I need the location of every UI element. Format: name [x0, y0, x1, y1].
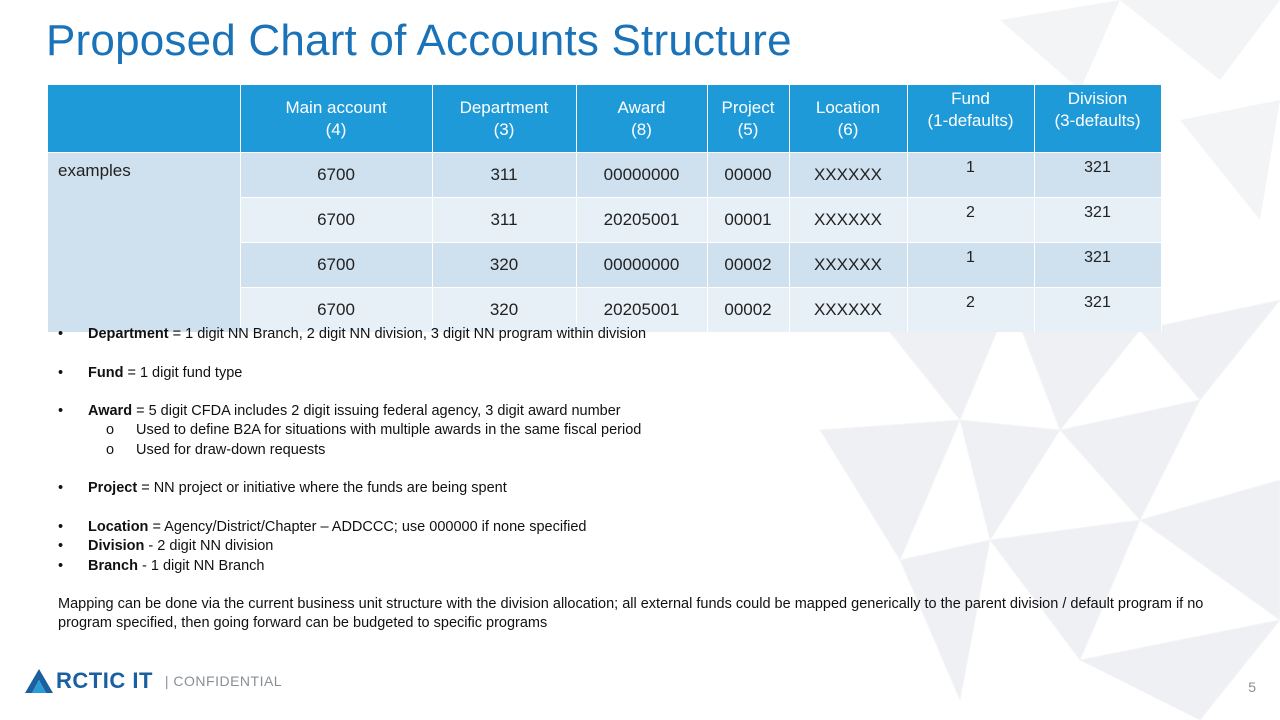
slide-title: Proposed Chart of Accounts Structure [46, 16, 792, 65]
header-award: Award (8) [576, 85, 707, 153]
cell-location: XXXXXX [789, 153, 907, 198]
notes-section [58, 325, 1208, 634]
header-location: Location (6) [789, 85, 907, 153]
cell-division: 321 [1034, 198, 1161, 243]
cell-fund: 1 [907, 153, 1034, 198]
header-cell-blank [48, 85, 240, 153]
cell-division: 321 [1034, 243, 1161, 288]
bullet-icon: • [58, 538, 64, 555]
cell-fund: 2 [907, 288, 1034, 333]
bullet-icon: • [58, 364, 64, 381]
cell-main-account: 6700 [240, 198, 432, 243]
header-department: Department (3) [432, 85, 576, 153]
cell-main-account: 6700 [240, 153, 432, 198]
row-label-examples: examples [48, 153, 240, 333]
note-fund: • Fund = 1 digit fund type [58, 364, 1208, 383]
cell-award: 00000000 [576, 153, 707, 198]
note-branch: • Branch - 1 digit NN Branch [58, 557, 1208, 576]
note-division: • Division - 2 digit NN division [58, 537, 1208, 556]
cell-fund: 1 [907, 243, 1034, 288]
bullet-icon: • [58, 518, 64, 535]
cell-location: XXXXXX [789, 243, 907, 288]
cell-department: 320 [432, 288, 576, 333]
cell-fund: 2 [907, 198, 1034, 243]
cell-main-account: 6700 [240, 243, 432, 288]
cell-department: 311 [432, 153, 576, 198]
cell-award: 20205001 [576, 288, 707, 333]
cell-department: 320 [432, 243, 576, 288]
note-project: • Project = NN project or initiative where the funds are being spent [58, 479, 1208, 498]
logo-text: RCTIC IT [56, 668, 153, 693]
cell-project: 00001 [707, 198, 789, 243]
cell-award: 20205001 [576, 198, 707, 243]
bullet-icon: • [58, 480, 64, 497]
cell-project: 00002 [707, 243, 789, 288]
header-project: Project (5) [707, 85, 789, 153]
confidential-label: | CONFIDENTIAL [164, 673, 283, 689]
note-award: • Award = 5 digit CFDA includes 2 digit issuing federal agency, 3 digit award number [58, 402, 1208, 421]
note-location: • Location = Agency/District/Chapter – ADDCCC; use 000000 if none specified [58, 518, 1208, 537]
cell-department: 311 [432, 198, 576, 243]
bullet-icon: • [58, 326, 64, 342]
table-row [48, 153, 1161, 198]
cell-award: 00000000 [576, 243, 707, 288]
cell-division: 321 [1034, 288, 1161, 333]
sub-bullet-icon: o [106, 441, 115, 458]
cell-project: 00002 [707, 288, 789, 333]
bullet-icon: • [58, 403, 64, 420]
cell-main-account: 6700 [240, 288, 432, 333]
header-fund: Fund (1-defaults) [907, 85, 1034, 153]
arctic-mountain-icon [24, 668, 54, 694]
cell-project: 00000 [707, 153, 789, 198]
mapping-paragraph: Mapping can be done via the current business unit structure with the division allocation; all external funds could be mapped generically to the parent division / default program if no program specified, then going forward can be budgeted to specific programs [58, 596, 1204, 632]
cell-location: XXXXXX [789, 288, 907, 333]
header-division: Division (3-defaults) [1034, 85, 1161, 153]
note-award-sub-2: o Used for draw-down requests [58, 441, 1208, 460]
note-department: • Department = 1 digit NN Branch, 2 digit NN division, 3 digit NN program within division [58, 325, 1208, 344]
company-logo [24, 668, 282, 694]
cell-location: XXXXXX [789, 198, 907, 243]
bullet-icon: • [58, 557, 64, 574]
chart-of-accounts-table [48, 85, 1162, 332]
note-award-sub-1: o Used to define B2A for situations with multiple awards in the same fiscal period [58, 421, 1208, 440]
page-number: 5 [1248, 679, 1256, 695]
cell-division: 321 [1034, 153, 1161, 198]
sub-bullet-icon: o [106, 422, 115, 439]
header-main-account: Main account (4) [240, 85, 432, 153]
table-header-row [48, 85, 1161, 153]
